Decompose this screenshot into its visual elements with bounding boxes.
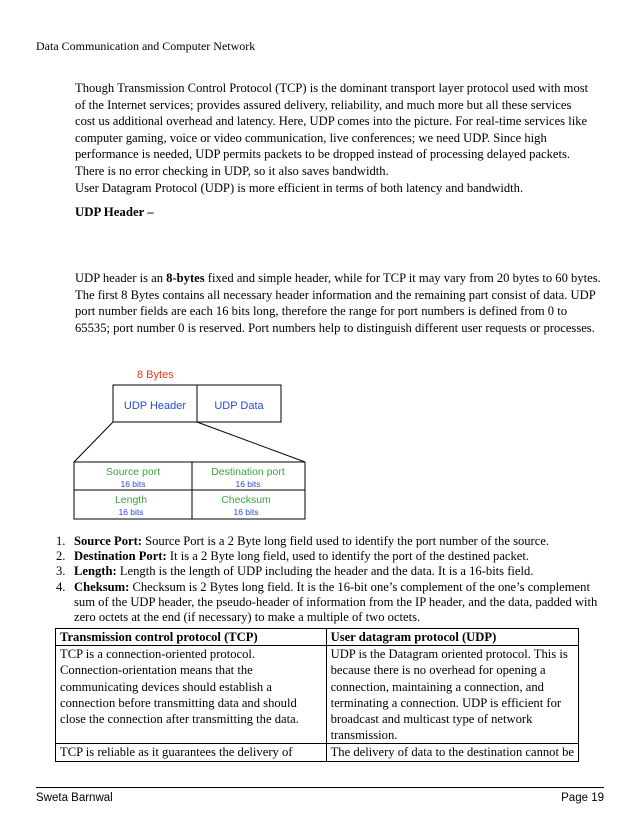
cell-line: TCP is reliable as it guarantees the delivery of: [60, 745, 293, 760]
page-header: Data Communication and Computer Network: [36, 39, 256, 53]
list-term: Cheksum:: [74, 579, 130, 594]
list-number: 4.: [56, 579, 66, 594]
field-destination-port: Destination port: [211, 466, 285, 478]
table-header-udp: User datagram protocol (UDP): [326, 629, 578, 646]
list-term: Source Port:: [74, 534, 142, 548]
field-checksum: Checksum: [221, 494, 271, 506]
list-number: 1.: [56, 534, 66, 548]
list-item: [36, 534, 606, 549]
cell-line: because there is no overhead for opening a: [330, 663, 546, 678]
cell-line: UDP is the Datagram oriented protocol. This is: [330, 647, 568, 662]
list-number: 2.: [56, 549, 66, 564]
section-title: UDP Header –: [75, 205, 154, 219]
table-cell-tcp: [56, 646, 327, 744]
field-length-bits: 16 bits: [118, 507, 144, 517]
cell-line: communicating devices should establish a: [60, 679, 272, 694]
udp-header-label: UDP Header: [123, 400, 187, 412]
tcp-udp-comparison-table: [55, 628, 579, 762]
table-header-row: [56, 629, 579, 646]
field-list: [36, 534, 606, 625]
footer-author: Sweta Barnwal: [36, 792, 113, 804]
header-para-after: fixed and simple header, while for TCP it may vary from 20 bytes to 60 bytes. The first 8 Bytes contains all necessary header information and the remaining part consist of data. UDP port number fields are each 16 bits long, therefore the range for port numbers is defined from 0 to 65535; port number 0 is reserved. Port numbers help to distinguish different user requests or processes.: [75, 271, 601, 335]
list-item: [36, 580, 606, 626]
header-para-bold: 8-bytes: [166, 271, 205, 285]
intro-line: There is no error checking in UDP, so it also saves bandwidth.: [75, 163, 389, 178]
field-source-bits: 16 bits: [120, 479, 146, 489]
table-cell-udp: [326, 744, 578, 761]
list-term: Destination Port:: [74, 549, 167, 564]
table-row: [56, 646, 579, 744]
cell-line: Connection-orientation means that the: [60, 663, 253, 678]
cell-line: TCP is a connection-oriented protocol.: [60, 647, 256, 662]
intro-line: Though Transmission Control Protocol (TCP) is the dominant transport layer protocol used with most: [75, 81, 589, 95]
list-desc: Checksum is 2 Bytes long field. It is the 16-bit one’s complement of the one’s complement sum of the UDP header, the pseudo-header of information from the IP header, and the data, padded with zero octets at the end (if necessary) to make a multiple of two octets.: [74, 579, 598, 625]
intro-line: performance is needed, UDP permits packets to be dropped instead of processing delayed packets.: [75, 147, 571, 162]
cell-line: transmission.: [330, 728, 398, 743]
cell-line: close the connection after transmitting the data.: [60, 712, 299, 727]
table-cell-udp: [326, 646, 578, 744]
table-cell-tcp: [56, 744, 327, 761]
cell-line: connection before transmitting data and should: [60, 695, 297, 710]
intro-line: User Datagram Protocol (UDP) is more efficient in terms of both latency and bandwidth.: [75, 180, 524, 195]
list-number: 3.: [56, 564, 66, 579]
list-desc: It is a 2 Byte long field, used to identify the port of the destined packet.: [166, 549, 530, 564]
field-length: Length: [114, 494, 148, 506]
table-row: [56, 744, 579, 761]
expand-line-right: [197, 422, 305, 462]
list-desc: Source Port is a 2 Byte long field used to identify the port number of the source.: [141, 534, 550, 548]
cell-line: The delivery of data to the destination cannot be: [330, 745, 574, 760]
footer-page-number: Page 19: [561, 792, 604, 804]
list-term: Length:: [74, 564, 117, 579]
diagram-size-label: 8 Bytes: [137, 369, 174, 381]
page-footer: [36, 787, 604, 804]
table-header-tcp: Transmission control protocol (TCP): [56, 629, 327, 646]
udp-data-label: UDP Data: [214, 400, 264, 412]
intro-line: computer gaming, voice or video communication, live conferences; we need UDP. Since high: [75, 130, 547, 145]
cell-line: broadcast and multicast type of network: [330, 712, 533, 727]
expand-line-left: [74, 422, 113, 462]
cell-line: terminating a connection. UDP is efficient for: [330, 695, 562, 710]
intro-line: of the Internet services; provides assured delivery, reliability, and much more but all these services: [75, 97, 572, 112]
header-para-before: UDP header is an: [75, 271, 167, 285]
field-checksum-bits: 16 bits: [233, 507, 259, 517]
intro-line: cost us additional overhead and latency. Here, UDP comes into the picture. For real-time services like: [75, 114, 588, 129]
list-item: [36, 549, 606, 564]
list-item: [36, 564, 606, 579]
field-destination-bits: 16 bits: [235, 479, 261, 489]
field-source-port: Source port: [105, 466, 161, 478]
list-desc: Length is the length of UDP including the header and the data. It is a 16-bits field.: [116, 564, 534, 579]
cell-line: connection, maintaining a connection, and: [330, 679, 544, 694]
